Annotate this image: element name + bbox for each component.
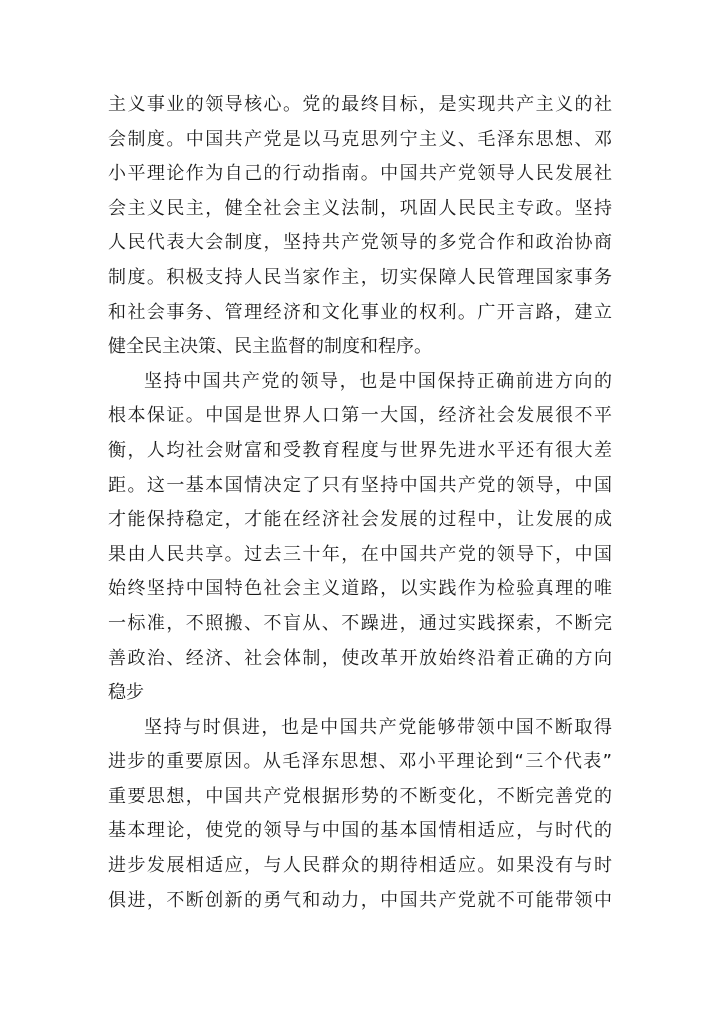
text-line: 进步的重要原因。从毛泽东思想、邓小平理论到“三个代表” <box>108 751 612 773</box>
text-line: 始终坚持中国特色社会主义道路，以实践作为检验真理的唯 <box>108 578 612 600</box>
text-line: 俱进，不断创新的勇气和动力，中国共产党就不可能带领中 <box>108 889 612 911</box>
text-line: 稳步 <box>108 682 144 704</box>
text-line: 重要思想，中国共产党根据形势的不断变化，不断完善党的 <box>108 785 612 807</box>
text-line: 坚持与时俱进，也是中国共产党能够带领中国不断取得 <box>144 716 612 738</box>
text-line: 和社会事务、管理经济和文化事业的权利。广开言路，建立 <box>108 301 612 323</box>
paragraph-1 <box>108 88 612 365</box>
text-line: 基本理论，使党的领导与中国的基本国情相适应，与时代的 <box>108 820 612 842</box>
text-line: 主义事业的领导核心。党的最终目标，是实现共产主义的社 <box>108 94 612 115</box>
text-line: 制度。积极支持人民当家作主，切实保障人民管理国家事务 <box>108 266 612 288</box>
text-line: 善政治、经济、社会体制，使改革开放始终沿着正确的方向 <box>108 647 612 669</box>
paragraph-2 <box>108 365 612 711</box>
text-line: 坚持中国共产党的领导，也是中国保持正确前进方向的 <box>144 370 612 392</box>
text-line: 小平理论作为自己的行动指南。中国共产党领导人民发展社 <box>108 163 612 185</box>
text-line: 会主义民主，健全社会主义法制，巩固人民民主专政。坚持 <box>108 197 612 219</box>
text-line: 果由人民共享。过去三十年，在中国共产党的领导下，中国 <box>108 543 612 565</box>
text-line: 根本保证。中国是世界人口第一大国，经济社会发展很不平 <box>108 405 612 427</box>
text-line: 健全民主决策、民主监督的制度和程序。 <box>108 336 432 358</box>
paragraph-3 <box>108 711 612 919</box>
text-line: 才能保持稳定，才能在经济社会发展的过程中，让发展的成 <box>108 509 612 531</box>
text-line: 会制度。中国共产党是以马克思列宁主义、毛泽东思想、邓 <box>108 128 612 150</box>
text-line: 进步发展相适应，与人民群众的期待相适应。如果没有与时 <box>108 855 612 877</box>
text-line: 衡，人均社会财富和受教育程度与世界先进水平还有很大差 <box>108 439 612 461</box>
text-line: 人民代表大会制度，坚持共产党领导的多党合作和政治协商 <box>108 232 612 254</box>
body-text <box>108 88 612 918</box>
text-line: 距。这一基本国情决定了只有坚持中国共产党的领导，中国 <box>108 474 612 496</box>
text-line: 一标准，不照搬、不盲从、不躁进，通过实践探索，不断完 <box>108 612 612 634</box>
